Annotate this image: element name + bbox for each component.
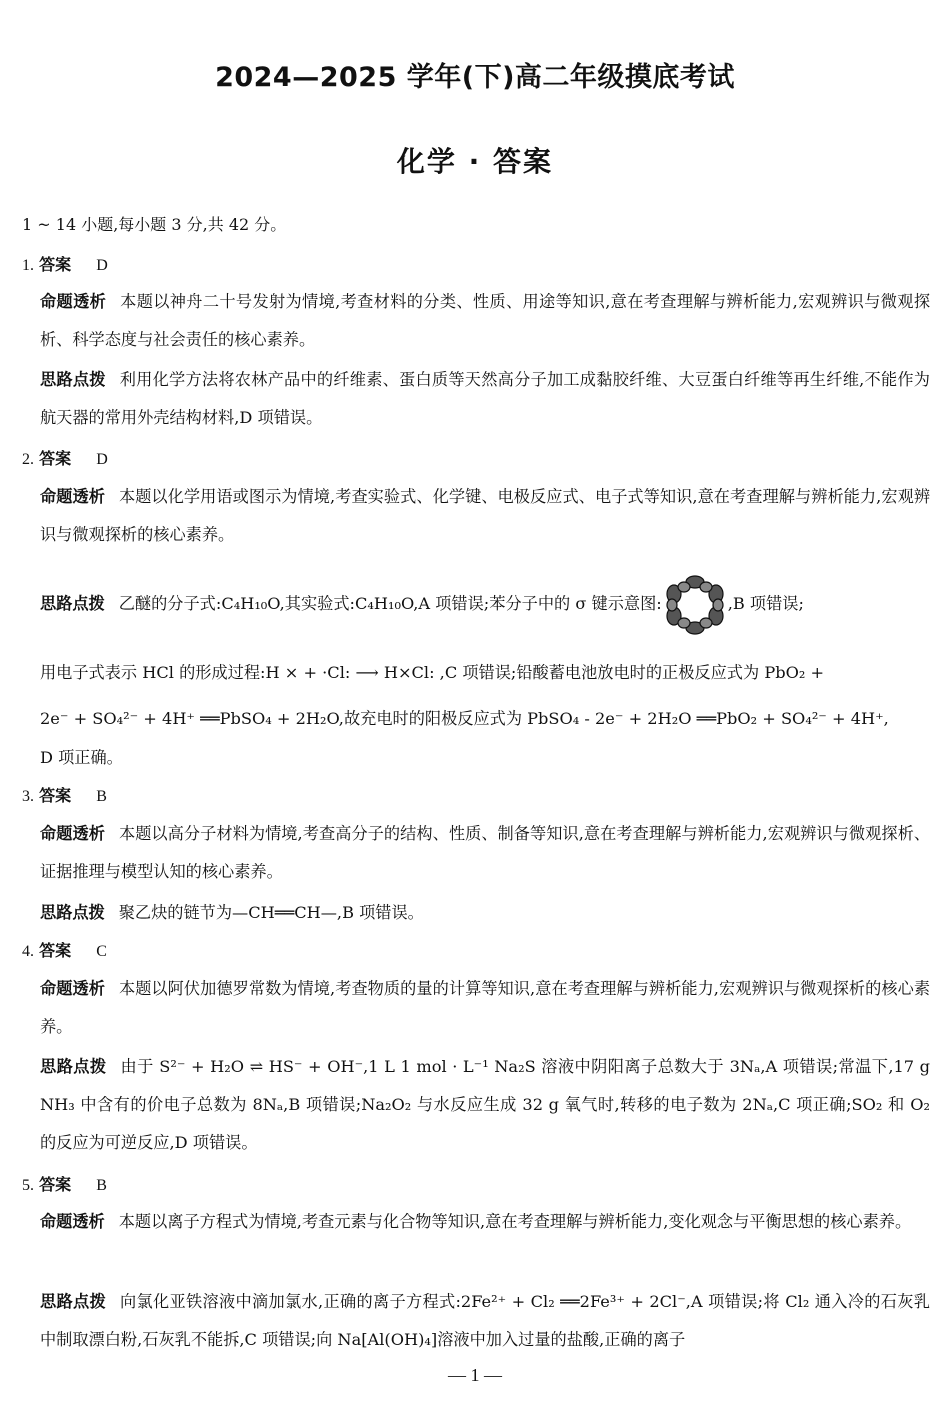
hint-label: 思路点拨 (40, 903, 105, 922)
q5-analysis-text: 本题以离子方程式为情境,考查元素与化合物等知识,意在考查理解与辨析能力,变化观念与平衡思想的核心素养。 (118, 1212, 912, 1231)
q4-hint-text: 由于 S²⁻ + H₂O ⇌ HS⁻ + OH⁻,1 L 1 mol · L⁻¹ Na₂S 溶液中阴阳离子总数大于 3Nₐ,A 项错误;常温下,17 g NH₃ 中含有的价电子总数为 8Nₐ,B 项错误;Na₂O₂ 与水反应生成 32 g 氧气时,转移的电子数为 2Nₐ,C 项正确;SO₂ 和 O₂ 的反应为可逆反应,D 项错误。 (40, 1057, 931, 1152)
page-number: — 1 — (448, 1365, 502, 1385)
q1-analysis (40, 283, 930, 359)
q2-analysis (40, 478, 930, 554)
q2-hint-line4: D 项正确。 (40, 748, 123, 767)
q3-answer-header (22, 785, 107, 808)
q4-analysis (40, 970, 930, 1046)
analysis-label: 命题透析 (40, 1212, 105, 1231)
q1-answer-header (22, 254, 108, 277)
analysis-label: 命题透析 (40, 979, 105, 998)
q3-hint-text: 聚乙炔的链节为—CH══CH—,B 项错误。 (118, 903, 424, 922)
q3-analysis-text: 本题以高分子材料为情境,考查高分子的结构、性质、制备等知识,意在考查理解与辨析能力,宏观辨识与微观探析、证据推理与模型认知的核心素养。 (40, 824, 931, 881)
q2-hint-line2: 用电子式表示 HCl 的形成过程:H × + ·Cl: ⟶ H×Cl: ,C 项错误;铅酸蓄电池放电时的正极反应式为 PbO₂ + (40, 663, 825, 682)
q5-hint (40, 1283, 930, 1359)
hint-label: 思路点拨 (40, 1292, 106, 1311)
q2-hint-text-b: ,B 项错误; (727, 594, 804, 613)
answer-label: 答案 (39, 941, 72, 960)
analysis-label: 命题透析 (40, 292, 107, 311)
q5-answer-value: B (96, 1177, 107, 1194)
analysis-label: 命题透析 (40, 487, 105, 506)
q3-number: 3. (22, 788, 34, 805)
q5-hint-text: 向氯化亚铁溶液中滴加氯水,正确的离子方程式:2Fe²⁺ + Cl₂ ══2Fe³⁺ + 2Cl⁻,A 项错误;将 Cl₂ 通入冷的石灰乳中制取漂白粉,石灰乳不能拆,C 项错误;向 Na[Al(OH)₄]溶液中加入过量的盐酸,正确的离子 (40, 1292, 930, 1349)
hint-label: 思路点拨 (40, 370, 106, 389)
q1-answer-value: D (96, 257, 108, 274)
q2-hint-text-a: 乙醚的分子式:C₄H₁₀O,其实验式:C₄H₁₀O,A 项错误;苯分子中的 σ 键示意图: (118, 594, 662, 613)
hint-label: 思路点拨 (40, 594, 105, 613)
q5-number: 5. (22, 1177, 34, 1194)
hint-label: 思路点拨 (40, 1057, 107, 1076)
q1-hint-text: 利用化学方法将农林产品中的纤维素、蛋白质等天然高分子加工成黏胶纤维、大豆蛋白纤维等再生纤维,不能作为航天器的常用外壳结构材料,D 项错误。 (40, 370, 930, 427)
q2-number: 2. (22, 451, 34, 468)
q4-number: 4. (22, 943, 34, 960)
q1-hint (40, 361, 930, 437)
q4-analysis-text: 本题以阿伏加德罗常数为情境,考查物质的量的计算等知识,意在考查理解与辨析能力,宏观辨识与微观探析的核心素养。 (40, 979, 931, 1036)
answer-label: 答案 (39, 255, 72, 274)
q2-analysis-text: 本题以化学用语或图示为情境,考查实验式、化学键、电极反应式、电子式等知识,意在考查理解与辨析能力,宏观辨识与微观探析的核心素养。 (40, 487, 931, 544)
q1-number: 1. (22, 257, 34, 274)
q5-analysis (40, 1203, 930, 1241)
q4-answer-header (22, 940, 107, 963)
answer-label: 答案 (39, 786, 72, 805)
benzene-sigma-bond-icon (662, 574, 728, 636)
answer-label: 答案 (39, 449, 72, 468)
score-intro: 1 ~ 14 小题,每小题 3 分,共 42 分。 (22, 215, 287, 234)
q2-hint-line1 (40, 573, 804, 636)
document-title: 2024—2025 学年(下)高二年级摸底考试 (215, 62, 735, 93)
q3-answer-value: B (96, 788, 107, 805)
analysis-label: 命题透析 (40, 824, 105, 843)
q4-hint (40, 1048, 930, 1162)
q2-answer-value: D (96, 451, 108, 468)
q5-answer-header (22, 1174, 107, 1197)
document-subtitle: 化学 · 答案 (396, 145, 554, 178)
q3-analysis (40, 815, 930, 891)
q1-analysis-text: 本题以神舟二十号发射为情境,考查材料的分类、性质、用途等知识,意在考查理解与辨析能力,宏观辨识与微观探析、科学态度与社会责任的核心素养。 (40, 292, 931, 349)
q2-hint-line3: 2e⁻ + SO₄²⁻ + 4H⁺ ══PbSO₄ + 2H₂O,故充电时的阳极反应式为 PbSO₄ - 2e⁻ + 2H₂O ══PbO₂ + SO₄²⁻ + 4H⁺, (40, 709, 889, 728)
q3-hint (40, 902, 424, 924)
q2-answer-header (22, 448, 108, 471)
answer-label: 答案 (39, 1175, 72, 1194)
q4-answer-value: C (96, 943, 107, 960)
